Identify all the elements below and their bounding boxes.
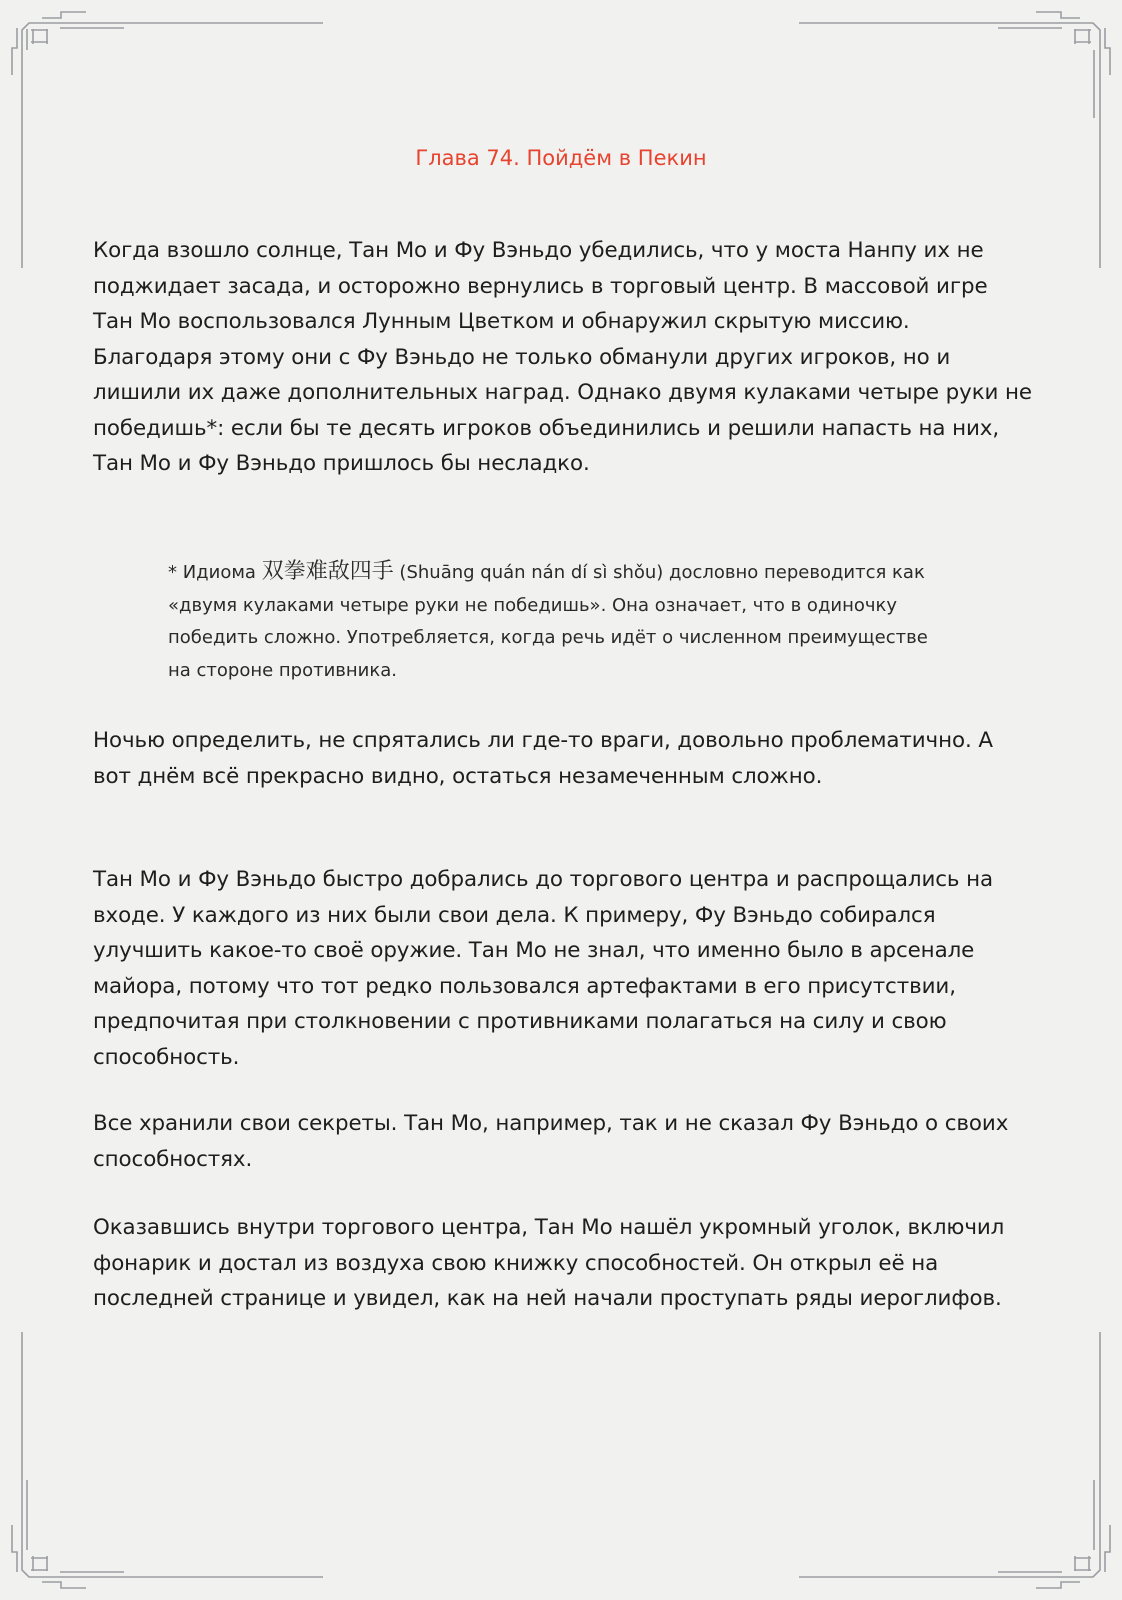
paragraph-4: Все хранили свои секреты. Тан Мо, например, так и не сказал Фу Вэньдо о своих способностях. — [93, 1111, 1009, 1172]
footnote-idiom-hanzi: 双拳难敌四手 — [261, 559, 394, 584]
paragraph-5: Оказавшись внутри торгового центра, Тан Мо нашёл укромный уголок, включил фонарик и достал из воздуха свою книжку способностей. Он открыл её на последней странице и увидел, как на ней начали проступать ряды иероглифов. — [93, 1215, 1005, 1311]
corner-ornament-top-left — [12, 12, 323, 268]
footnote — [168, 556, 948, 687]
footnote-text: (Shuāng quán nán dí sì shǒu) дословно переводится как «двумя кулаками четыре руки не победишь». Она означает, что в одиночку победить сложно. Употребляется, когда речь идёт о численном преимуществе на стороне противника. — [168, 562, 928, 681]
paragraph-1: Когда взошло солнце, Тан Мо и Фу Вэньдо убедились, что у моста Нанпу их не поджидает засада, и осторожно вернулись в торговый центр. В массовой игре Тан Мо воспользовался Лунным Цветком и обнаружил скрытую миссию. Благодаря этому они с Фу Вэньдо не только обманули других игроков, но и лишили их даже дополнительных наград. Однако двумя кулаками четыре руки не победишь*: если бы те десять игроков объединились и решили напасть на них, Тан Мо и Фу Вэньдо пришлось бы несладко. — [93, 238, 1032, 476]
paragraph-3: Тан Мо и Фу Вэньдо быстро добрались до торгового центра и распрощались на входе. У каждого из них были свои дела. К примеру, Фу Вэньдо собирался улучшить какое-то своё оружие. Тан Мо не знал, что именно было в арсенале майора, потому что тот редко пользовался артефактами в его присутствии, предпочитая при столкновении с противниками полагаться на силу и свою способность. — [93, 867, 994, 1070]
corner-ornament-bottom-left — [12, 1332, 323, 1588]
footnote-prefix: * Идиома — [168, 562, 262, 583]
corner-ornament-top-right — [799, 12, 1110, 268]
paragraph-2: Ночью определить, не спрятались ли где-то враги, довольно проблематично. А вот днём всё прекрасно видно, остаться незамеченным сложно. — [93, 728, 993, 789]
corner-ornament-bottom-right — [799, 1332, 1110, 1588]
chapter-title: Глава 74. Пойдём в Пекин — [415, 146, 707, 170]
